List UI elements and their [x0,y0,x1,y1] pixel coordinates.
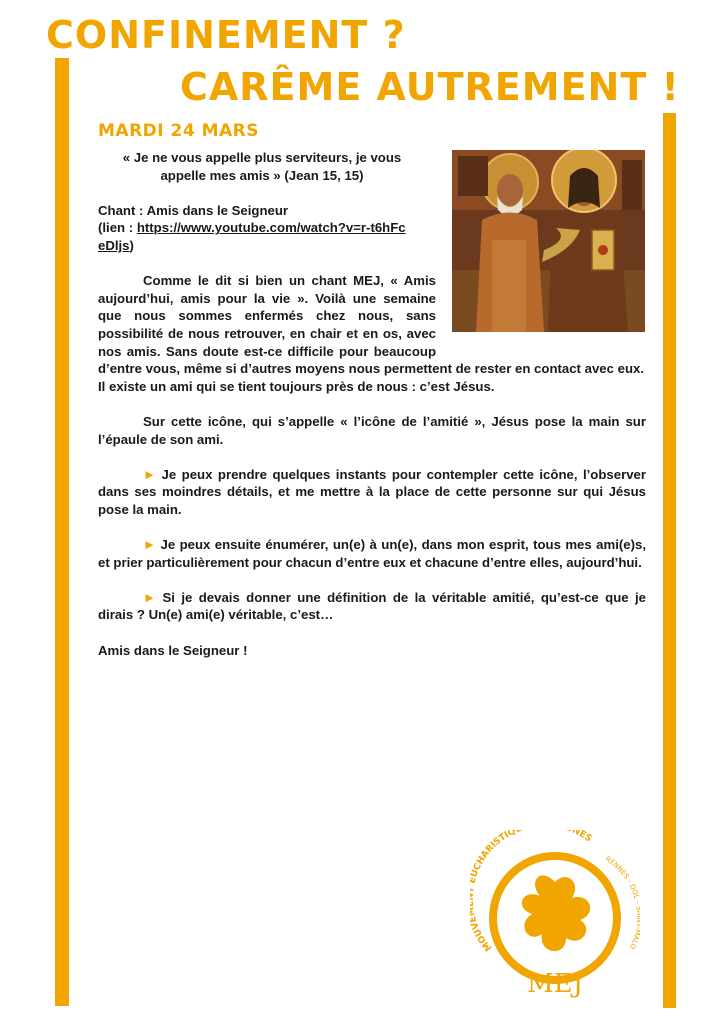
logo-acronym: MEJ [526,969,584,999]
arrow-icon: ► [143,589,157,605]
mej-logo [470,830,640,1000]
link-suffix: ) [129,237,134,253]
bullet-2-text: Je peux ensuite énumérer, un(e) à un(e), dans mon esprit, tous mes ami(e)s, et prier particulièrement pour chacun d’entre eux et chacune d’entre elles, aujourd’hui. [98,537,646,570]
bullet-paragraph-2 [98,536,646,571]
youtube-link[interactable]: https://www.youtube.com/watch?v=r-t6hFceDljs [98,220,406,253]
chant-title: Chant : Amis dans le Seigneur [98,202,289,218]
title-line-1: CONFINEMENT ? [46,13,406,57]
quote-line-2: appelle mes amis » (Jean 15, 15) [160,167,364,183]
arrow-icon: ► [143,537,157,553]
logo-arc-text-top: MOUV UCHARISTIQ NES [470,830,594,953]
logo-arc-text-right: RENNES - DOL ALO [603,854,640,951]
quote-line-1: « Je ne vous appelle plus serviteurs, je vous [122,150,402,165]
image-float-spacer [436,149,646,353]
right-accent-bar [663,113,676,1008]
left-accent-bar [55,58,69,1006]
bullet-3-text: Si je devais donner une définition de la véritable amitié, qu’est-ce que je dirais ? Un(e) ami(e) véritable, c’est… [98,589,646,623]
body-text [98,149,646,659]
title-line-2: CARÊME AUTREMENT ! [180,65,680,109]
paragraph-1: Comme le dit si bien un chant MEJ, « Amis aujourd’hui, amis pour la vie ». Voilà une semaine que nous sommes enfermés chez nous, sans possibilité de nous retrouver, en chair et en os, avec nos amis. Sans doute est-ce difficile pour beaucoup d’entre vous, même si d’autres moyens nous permettent de rester en contact avec eux. [98,273,645,377]
paragraph-1b: Il existe un ami qui se tient toujours près de nous : c’est Jésus. [98,378,495,394]
arrow-icon: ► [143,466,157,482]
paragraph-2: Sur cette icône, qui s’appelle « l’icône de l’amitié », Jésus pose la main sur l’épaule de son ami. [98,413,646,447]
bullet-paragraph-3 [98,589,646,624]
bullet-paragraph-1 [98,466,646,519]
date-heading: MARDI 24 MARS [98,121,260,141]
bullet-1-text: Je peux prendre quelques instants pour contempler cette icône, l’observer dans ses moindres détails, et me mettre à la place de cette personne sur qui Jésus pose la main. [98,466,646,517]
link-prefix: (lien : [98,220,137,236]
closing-line: Amis dans le Seigneur ! [98,642,248,658]
chant-link-line [98,219,408,254]
